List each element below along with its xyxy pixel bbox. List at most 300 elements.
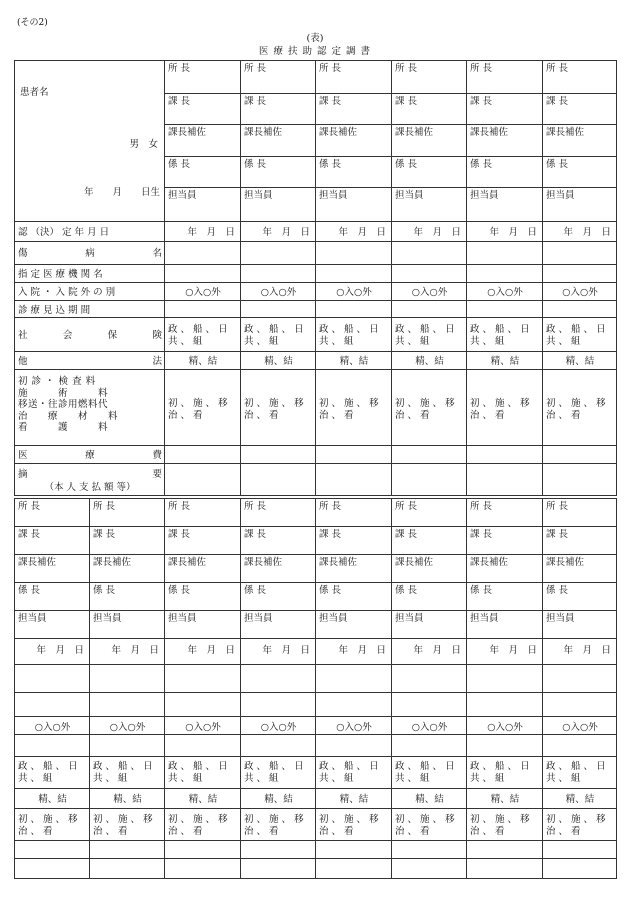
disease-cell[interactable] xyxy=(165,242,241,265)
lower-approval-director[interactable] xyxy=(316,499,392,527)
summary-cell[interactable] xyxy=(392,464,467,496)
approval-deputy-chief[interactable]: 課長補佐 xyxy=(241,125,316,157)
lower-approval-section-chief[interactable] xyxy=(165,527,241,555)
lower-approval-subsection-chief[interactable] xyxy=(316,583,392,611)
approval-officer[interactable]: 担当員 xyxy=(165,188,241,222)
lower-other-law-cell[interactable] xyxy=(165,789,241,809)
role-label: 課 長 xyxy=(244,529,267,540)
role-label: 所 長 xyxy=(244,501,267,512)
date-text: 年 月 日 xyxy=(262,645,310,656)
lower-insurance-cell[interactable] xyxy=(15,757,90,789)
lower-admission-cell[interactable] xyxy=(543,717,617,735)
admission-option: ○入○外 xyxy=(562,722,598,733)
lower-medical-cost-cell[interactable] xyxy=(90,841,165,859)
fee-option: 治 、 看 xyxy=(395,826,430,837)
insurance-option: 共 、 組 xyxy=(168,336,203,347)
role-label: 担当員 xyxy=(395,613,424,624)
admission-label-cell xyxy=(15,283,165,301)
fees-cell[interactable] xyxy=(392,370,467,446)
lower-disease-cell[interactable] xyxy=(316,665,392,693)
lower-disease-cell[interactable] xyxy=(90,665,165,693)
fee-option: 初 、 施 、 移 xyxy=(18,814,78,825)
lower-other-law-cell[interactable] xyxy=(316,789,392,809)
lower-institution-cell[interactable] xyxy=(316,693,392,717)
role-label: 所 長 xyxy=(546,501,569,512)
approval-section-chief[interactable]: 課 長 xyxy=(543,94,617,125)
lower-approval-officer[interactable] xyxy=(241,611,316,639)
period-label-cell xyxy=(15,301,165,318)
role-label: 係 長 xyxy=(18,585,41,596)
lower-fees-cell[interactable] xyxy=(392,809,467,841)
role-label: 所 長 xyxy=(18,501,41,512)
role-label: 所 長 xyxy=(470,501,493,512)
approval-subsection-chief[interactable]: 係 長 xyxy=(241,157,316,188)
medical-cost-cell[interactable] xyxy=(165,446,241,464)
lower-date-cell[interactable] xyxy=(90,639,165,665)
insurance-label-cell xyxy=(15,318,165,352)
date-text: 年 月 日 xyxy=(111,645,159,656)
summary-cell[interactable] xyxy=(467,464,543,496)
lower-other-law-cell[interactable] xyxy=(15,789,90,809)
fee-option: 初 、 施 、 移 xyxy=(395,398,455,409)
insurance-label-char: 保 xyxy=(107,330,118,341)
lower-approval-officer[interactable] xyxy=(543,611,617,639)
lower-summary-cell[interactable] xyxy=(90,859,165,879)
decision-date-cell[interactable] xyxy=(543,222,617,242)
period-cell[interactable] xyxy=(241,301,316,318)
role-label: 課長補佐 xyxy=(18,557,57,568)
approval-deputy-chief[interactable]: 課長補佐 xyxy=(316,125,392,157)
admission-option: ○入○外 xyxy=(336,722,372,733)
decision-date-cell[interactable] xyxy=(241,222,316,242)
fees-cell[interactable] xyxy=(241,370,316,446)
medical-cost-label-char: 医 xyxy=(18,450,28,461)
approval-section-chief[interactable]: 課 長 xyxy=(392,94,467,125)
date-text: 年 月 日 xyxy=(187,227,235,238)
other-law-label-char: 法 xyxy=(152,356,162,367)
approval-section-chief[interactable]: 課 長 xyxy=(241,94,316,125)
decision-date-cell[interactable] xyxy=(316,222,392,242)
lower-period-cell[interactable] xyxy=(467,735,543,757)
approval-deputy-chief[interactable]: 課長補佐 xyxy=(392,125,467,157)
fee-option: 治 、 看 xyxy=(168,410,203,421)
lower-admission-cell[interactable] xyxy=(241,717,316,735)
insurance-option: 政 、 船 、 日 xyxy=(546,761,606,772)
medical-cost-cell[interactable] xyxy=(392,446,467,464)
lower-admission-cell[interactable] xyxy=(392,717,467,735)
fees-cell[interactable] xyxy=(165,370,241,446)
lower-approval-section-chief[interactable] xyxy=(392,527,467,555)
lower-disease-cell[interactable] xyxy=(392,665,467,693)
insurance-option: 共 、 組 xyxy=(244,773,279,784)
insurance-option: 共 、 組 xyxy=(244,336,279,347)
summary-cell[interactable] xyxy=(241,464,316,496)
summary-cell[interactable] xyxy=(165,464,241,496)
other-law-cell[interactable] xyxy=(165,352,241,370)
lower-medical-cost-cell[interactable] xyxy=(165,841,241,859)
fee-option: 治 、 看 xyxy=(546,826,581,837)
institution-cell[interactable] xyxy=(467,265,543,283)
lower-admission-cell[interactable] xyxy=(467,717,543,735)
admission-option: ○入○外 xyxy=(562,287,598,298)
insurance-cell[interactable] xyxy=(316,318,392,352)
lower-insurance-cell[interactable] xyxy=(90,757,165,789)
lower-summary-cell[interactable] xyxy=(392,859,467,879)
other-law-cell[interactable] xyxy=(392,352,467,370)
lower-period-cell[interactable] xyxy=(316,735,392,757)
summary-cell[interactable] xyxy=(316,464,392,496)
lower-institution-cell[interactable] xyxy=(241,693,316,717)
medical-cost-cell[interactable] xyxy=(543,446,617,464)
fee-option: 初 、 施 、 移 xyxy=(319,814,379,825)
insurance-cell[interactable] xyxy=(241,318,316,352)
other-law-option: 精、結 xyxy=(264,794,293,805)
approval-subsection-chief[interactable]: 係 長 xyxy=(165,157,241,188)
admission-label: 入 院 ・ 入 院 外 の 別 xyxy=(18,287,116,298)
other-law-option: 精、結 xyxy=(339,356,369,367)
lower-insurance-cell[interactable] xyxy=(467,757,543,789)
lower-approval-director[interactable] xyxy=(543,499,617,527)
insurance-option: 政 、 船 、 日 xyxy=(546,324,606,335)
lower-insurance-cell[interactable] xyxy=(392,757,467,789)
summary-cell[interactable] xyxy=(543,464,617,496)
lower-fees-cell[interactable] xyxy=(15,809,90,841)
approval-director[interactable]: 所 長 xyxy=(165,61,241,94)
insurance-label-char: 社 xyxy=(18,330,28,341)
other-law-option: 精、結 xyxy=(38,794,67,805)
lower-summary-cell[interactable] xyxy=(15,859,90,879)
approval-subsection-chief[interactable]: 係 長 xyxy=(467,157,543,188)
insurance-option: 政 、 船 、 日 xyxy=(470,761,530,772)
admission-option: ○入○外 xyxy=(411,722,448,733)
lower-fees-cell[interactable] xyxy=(316,809,392,841)
lower-institution-cell[interactable] xyxy=(543,693,617,717)
lower-insurance-cell[interactable] xyxy=(543,757,617,789)
fee-label: 治 療 材 料 xyxy=(18,410,119,422)
lower-approval-subsection-chief[interactable] xyxy=(241,583,316,611)
lower-approval-subsection-chief[interactable] xyxy=(165,583,241,611)
lower-period-cell[interactable] xyxy=(241,735,316,757)
other-law-option: 精、結 xyxy=(188,794,218,805)
lower-fees-cell[interactable] xyxy=(241,809,316,841)
role-label: 課長補佐 xyxy=(395,557,434,568)
lower-date-cell[interactable] xyxy=(467,639,543,665)
medical-cost-label-char: 療 xyxy=(85,450,95,461)
lower-institution-cell[interactable] xyxy=(15,693,90,717)
insurance-cell[interactable] xyxy=(467,318,543,352)
admission-option: ○入○外 xyxy=(487,287,523,298)
lower-fees-cell[interactable] xyxy=(543,809,617,841)
lower-approval-deputy-chief[interactable] xyxy=(15,555,90,583)
fee-option: 治 、 看 xyxy=(244,410,279,421)
approval-officer[interactable]: 担当員 xyxy=(467,188,543,222)
lower-insurance-cell[interactable] xyxy=(241,757,316,789)
fees-cell[interactable] xyxy=(467,370,543,446)
fee-option: 初 、 施 、 移 xyxy=(93,814,153,825)
insurance-cell[interactable] xyxy=(543,318,617,352)
lower-institution-cell[interactable] xyxy=(90,693,165,717)
other-law-cell[interactable] xyxy=(543,352,617,370)
patient-birth-label: 年 月 日生 xyxy=(83,187,160,198)
admission-cell[interactable] xyxy=(467,283,543,301)
lower-other-law-cell[interactable] xyxy=(90,789,165,809)
role-label: 担当員 xyxy=(168,613,197,624)
fee-option: 初 、 施 、 移 xyxy=(168,398,228,409)
medical-cost-cell[interactable] xyxy=(467,446,543,464)
approval-director[interactable]: 所 長 xyxy=(392,61,467,94)
lower-other-law-cell[interactable] xyxy=(241,789,316,809)
lower-institution-cell[interactable] xyxy=(392,693,467,717)
role-label: 係 長 xyxy=(395,585,418,596)
period-cell[interactable] xyxy=(165,301,241,318)
lower-approval-section-chief[interactable] xyxy=(241,527,316,555)
lower-summary-cell[interactable] xyxy=(241,859,316,879)
lower-approval-officer[interactable] xyxy=(316,611,392,639)
lower-medical-cost-cell[interactable] xyxy=(241,841,316,859)
lower-disease-cell[interactable] xyxy=(467,665,543,693)
approval-deputy-chief[interactable]: 課長補佐 xyxy=(467,125,543,157)
other-law-option: 精、結 xyxy=(490,794,520,805)
lower-approval-director[interactable] xyxy=(90,499,165,527)
approval-officer[interactable]: 担当員 xyxy=(241,188,316,222)
fee-option: 初 、 施 、 移 xyxy=(470,814,530,825)
fees-cell[interactable] xyxy=(316,370,392,446)
lower-approval-subsection-chief[interactable] xyxy=(467,583,543,611)
fee-label: 初 診 ・ 検 査 料 xyxy=(18,376,96,387)
approval-deputy-chief[interactable]: 課長補佐 xyxy=(165,125,241,157)
lower-approval-deputy-chief[interactable] xyxy=(316,555,392,583)
lower-period-cell[interactable] xyxy=(90,735,165,757)
approval-director[interactable]: 所 長 xyxy=(241,61,316,94)
approval-director[interactable]: 所 長 xyxy=(316,61,392,94)
lower-insurance-cell[interactable] xyxy=(165,757,241,789)
other-law-cell[interactable] xyxy=(316,352,392,370)
role-label: 係 長 xyxy=(168,585,191,596)
medical-cost-cell[interactable] xyxy=(316,446,392,464)
admission-cell[interactable] xyxy=(316,283,392,301)
summary-label-char: 摘 xyxy=(18,469,28,480)
lower-summary-cell[interactable] xyxy=(316,859,392,879)
lower-medical-cost-cell[interactable] xyxy=(543,841,617,859)
other-law-cell[interactable] xyxy=(241,352,316,370)
disease-cell[interactable] xyxy=(467,242,543,265)
lower-approval-section-chief[interactable] xyxy=(15,527,90,555)
insurance-option: 政 、 船 、 日 xyxy=(93,761,153,772)
lower-fees-cell[interactable] xyxy=(90,809,165,841)
lower-approval-section-chief[interactable] xyxy=(467,527,543,555)
lower-approval-section-chief[interactable] xyxy=(316,527,392,555)
role-label: 係 長 xyxy=(93,585,116,596)
lower-approval-subsection-chief[interactable] xyxy=(90,583,165,611)
medical-cost-cell[interactable] xyxy=(241,446,316,464)
institution-cell[interactable] xyxy=(316,265,392,283)
lower-admission-cell[interactable] xyxy=(90,717,165,735)
lower-summary-cell[interactable] xyxy=(165,859,241,879)
fee-option: 初 、 施 、 移 xyxy=(244,398,304,409)
lower-summary-cell[interactable] xyxy=(543,859,617,879)
role-label: 課 長 xyxy=(546,529,569,540)
lower-approval-deputy-chief[interactable] xyxy=(90,555,165,583)
lower-period-cell[interactable] xyxy=(392,735,467,757)
period-cell[interactable] xyxy=(316,301,392,318)
document-title: 医 療 扶 助 認 定 調 書 xyxy=(258,46,372,57)
institution-cell[interactable] xyxy=(543,265,617,283)
role-label: 課 長 xyxy=(470,529,493,540)
lower-approval-director[interactable] xyxy=(241,499,316,527)
admission-option: ○入○外 xyxy=(34,722,71,733)
lower-institution-cell[interactable] xyxy=(467,693,543,717)
lower-approval-deputy-chief[interactable] xyxy=(241,555,316,583)
fee-option: 初 、 施 、 移 xyxy=(546,398,606,409)
approval-director[interactable]: 所 長 xyxy=(467,61,543,94)
approval-section-chief[interactable]: 課 長 xyxy=(467,94,543,125)
lower-medical-cost-cell[interactable] xyxy=(392,841,467,859)
lower-period-cell[interactable] xyxy=(15,735,90,757)
approval-subsection-chief[interactable]: 係 長 xyxy=(316,157,392,188)
lower-approval-officer[interactable] xyxy=(90,611,165,639)
lower-institution-cell[interactable] xyxy=(165,693,241,717)
lower-approval-deputy-chief[interactable] xyxy=(165,555,241,583)
disease-cell[interactable] xyxy=(392,242,467,265)
role-label: 係 長 xyxy=(546,585,569,596)
lower-period-cell[interactable] xyxy=(543,735,617,757)
approval-officer[interactable]: 担当員 xyxy=(543,188,617,222)
role-label: 課 長 xyxy=(93,529,116,540)
lower-approval-deputy-chief[interactable] xyxy=(543,555,617,583)
lower-date-cell[interactable] xyxy=(241,639,316,665)
institution-cell[interactable] xyxy=(165,265,241,283)
lower-medical-cost-cell[interactable] xyxy=(15,841,90,859)
lower-summary-cell[interactable] xyxy=(467,859,543,879)
lower-date-cell[interactable] xyxy=(543,639,617,665)
lower-date-cell[interactable] xyxy=(165,639,241,665)
institution-cell[interactable] xyxy=(392,265,467,283)
admission-cell[interactable] xyxy=(392,283,467,301)
admission-cell[interactable] xyxy=(241,283,316,301)
summary-note: （本 人 支 払 額 等） xyxy=(44,482,136,493)
date-text: 年 月 日 xyxy=(338,227,386,238)
approval-officer[interactable]: 担当員 xyxy=(392,188,467,222)
date-text: 年 月 日 xyxy=(338,645,386,656)
other-law-option: 精、結 xyxy=(565,794,595,805)
institution-label: 指 定 医 療 機 関 名 xyxy=(18,269,103,280)
admission-cell[interactable] xyxy=(165,283,241,301)
approval-officer[interactable]: 担当員 xyxy=(316,188,392,222)
insurance-cell[interactable] xyxy=(165,318,241,352)
patient-name-label: 患者名 xyxy=(20,87,49,98)
role-label: 係 長 xyxy=(244,585,267,596)
lower-approval-officer[interactable] xyxy=(467,611,543,639)
lower-approval-deputy-chief[interactable] xyxy=(467,555,543,583)
institution-cell[interactable] xyxy=(241,265,316,283)
period-cell[interactable] xyxy=(392,301,467,318)
disease-label-cell xyxy=(15,242,165,265)
role-label: 係 長 xyxy=(470,585,493,596)
lower-approval-officer[interactable] xyxy=(15,611,90,639)
insurance-option: 共 、 組 xyxy=(470,773,505,784)
approval-subsection-chief[interactable]: 係 長 xyxy=(392,157,467,188)
patient-sex-label: 男 女 xyxy=(129,139,158,150)
lower-disease-cell[interactable] xyxy=(543,665,617,693)
insurance-option: 政 、 船 、 日 xyxy=(319,324,379,335)
fee-option: 初 、 施 、 移 xyxy=(168,814,228,825)
lower-approval-subsection-chief[interactable] xyxy=(543,583,617,611)
period-cell[interactable] xyxy=(543,301,617,318)
other-law-label-cell xyxy=(15,352,165,370)
disease-cell[interactable] xyxy=(316,242,392,265)
role-label: 係 長 xyxy=(319,585,342,596)
admission-cell[interactable] xyxy=(543,283,617,301)
insurance-cell[interactable] xyxy=(392,318,467,352)
fee-label: 施 術 料 xyxy=(18,387,109,399)
lower-disease-cell[interactable] xyxy=(165,665,241,693)
lower-approval-director[interactable] xyxy=(392,499,467,527)
approval-director[interactable]: 所 長 xyxy=(543,61,617,94)
lower-period-cell[interactable] xyxy=(165,735,241,757)
lower-other-law-cell[interactable] xyxy=(467,789,543,809)
lower-approval-deputy-chief[interactable] xyxy=(392,555,467,583)
lower-fees-cell[interactable] xyxy=(165,809,241,841)
disease-label-char: 傷 xyxy=(18,248,28,259)
approval-section-chief[interactable]: 課 長 xyxy=(165,94,241,125)
disease-cell[interactable] xyxy=(241,242,316,265)
lower-other-law-cell[interactable] xyxy=(392,789,467,809)
lower-approval-section-chief[interactable] xyxy=(90,527,165,555)
decision-date-cell[interactable] xyxy=(165,222,241,242)
decision-date-cell[interactable] xyxy=(392,222,467,242)
approval-section-chief[interactable]: 課 長 xyxy=(316,94,392,125)
lower-approval-officer[interactable] xyxy=(392,611,467,639)
fees-cell[interactable] xyxy=(543,370,617,446)
date-text: 年 月 日 xyxy=(563,645,611,656)
lower-fees-cell[interactable] xyxy=(467,809,543,841)
lower-other-law-cell[interactable] xyxy=(543,789,617,809)
lower-date-cell[interactable] xyxy=(392,639,467,665)
insurance-option: 政 、 船 、 日 xyxy=(319,761,379,772)
lower-disease-cell[interactable] xyxy=(15,665,90,693)
period-cell[interactable] xyxy=(467,301,543,318)
lower-medical-cost-cell[interactable] xyxy=(467,841,543,859)
lower-approval-subsection-chief[interactable] xyxy=(392,583,467,611)
lower-approval-officer[interactable] xyxy=(165,611,241,639)
fee-option: 初 、 施 、 移 xyxy=(546,814,606,825)
lower-approval-director[interactable] xyxy=(165,499,241,527)
lower-approval-section-chief[interactable] xyxy=(543,527,617,555)
approval-deputy-chief[interactable]: 課長補佐 xyxy=(543,125,617,157)
insurance-label-char: 会 xyxy=(62,330,73,341)
lower-admission-cell[interactable] xyxy=(316,717,392,735)
lower-admission-cell[interactable] xyxy=(15,717,90,735)
fee-option: 治 、 看 xyxy=(395,410,430,421)
other-law-option: 精、結 xyxy=(565,356,595,367)
disease-cell[interactable] xyxy=(543,242,617,265)
approval-subsection-chief[interactable]: 係 長 xyxy=(543,157,617,188)
lower-date-cell[interactable] xyxy=(316,639,392,665)
lower-approval-subsection-chief[interactable] xyxy=(15,583,90,611)
lower-approval-director[interactable] xyxy=(467,499,543,527)
lower-date-cell[interactable] xyxy=(15,639,90,665)
lower-insurance-cell[interactable] xyxy=(316,757,392,789)
insurance-option: 共 、 組 xyxy=(546,773,581,784)
lower-approval-director[interactable] xyxy=(15,499,90,527)
decision-date-cell[interactable] xyxy=(467,222,543,242)
lower-admission-cell[interactable] xyxy=(165,717,241,735)
lower-disease-cell[interactable] xyxy=(241,665,316,693)
other-law-cell[interactable] xyxy=(467,352,543,370)
insurance-option: 政 、 船 、 日 xyxy=(168,761,228,772)
lower-medical-cost-cell[interactable] xyxy=(316,841,392,859)
fee-option: 治 、 看 xyxy=(18,826,53,837)
